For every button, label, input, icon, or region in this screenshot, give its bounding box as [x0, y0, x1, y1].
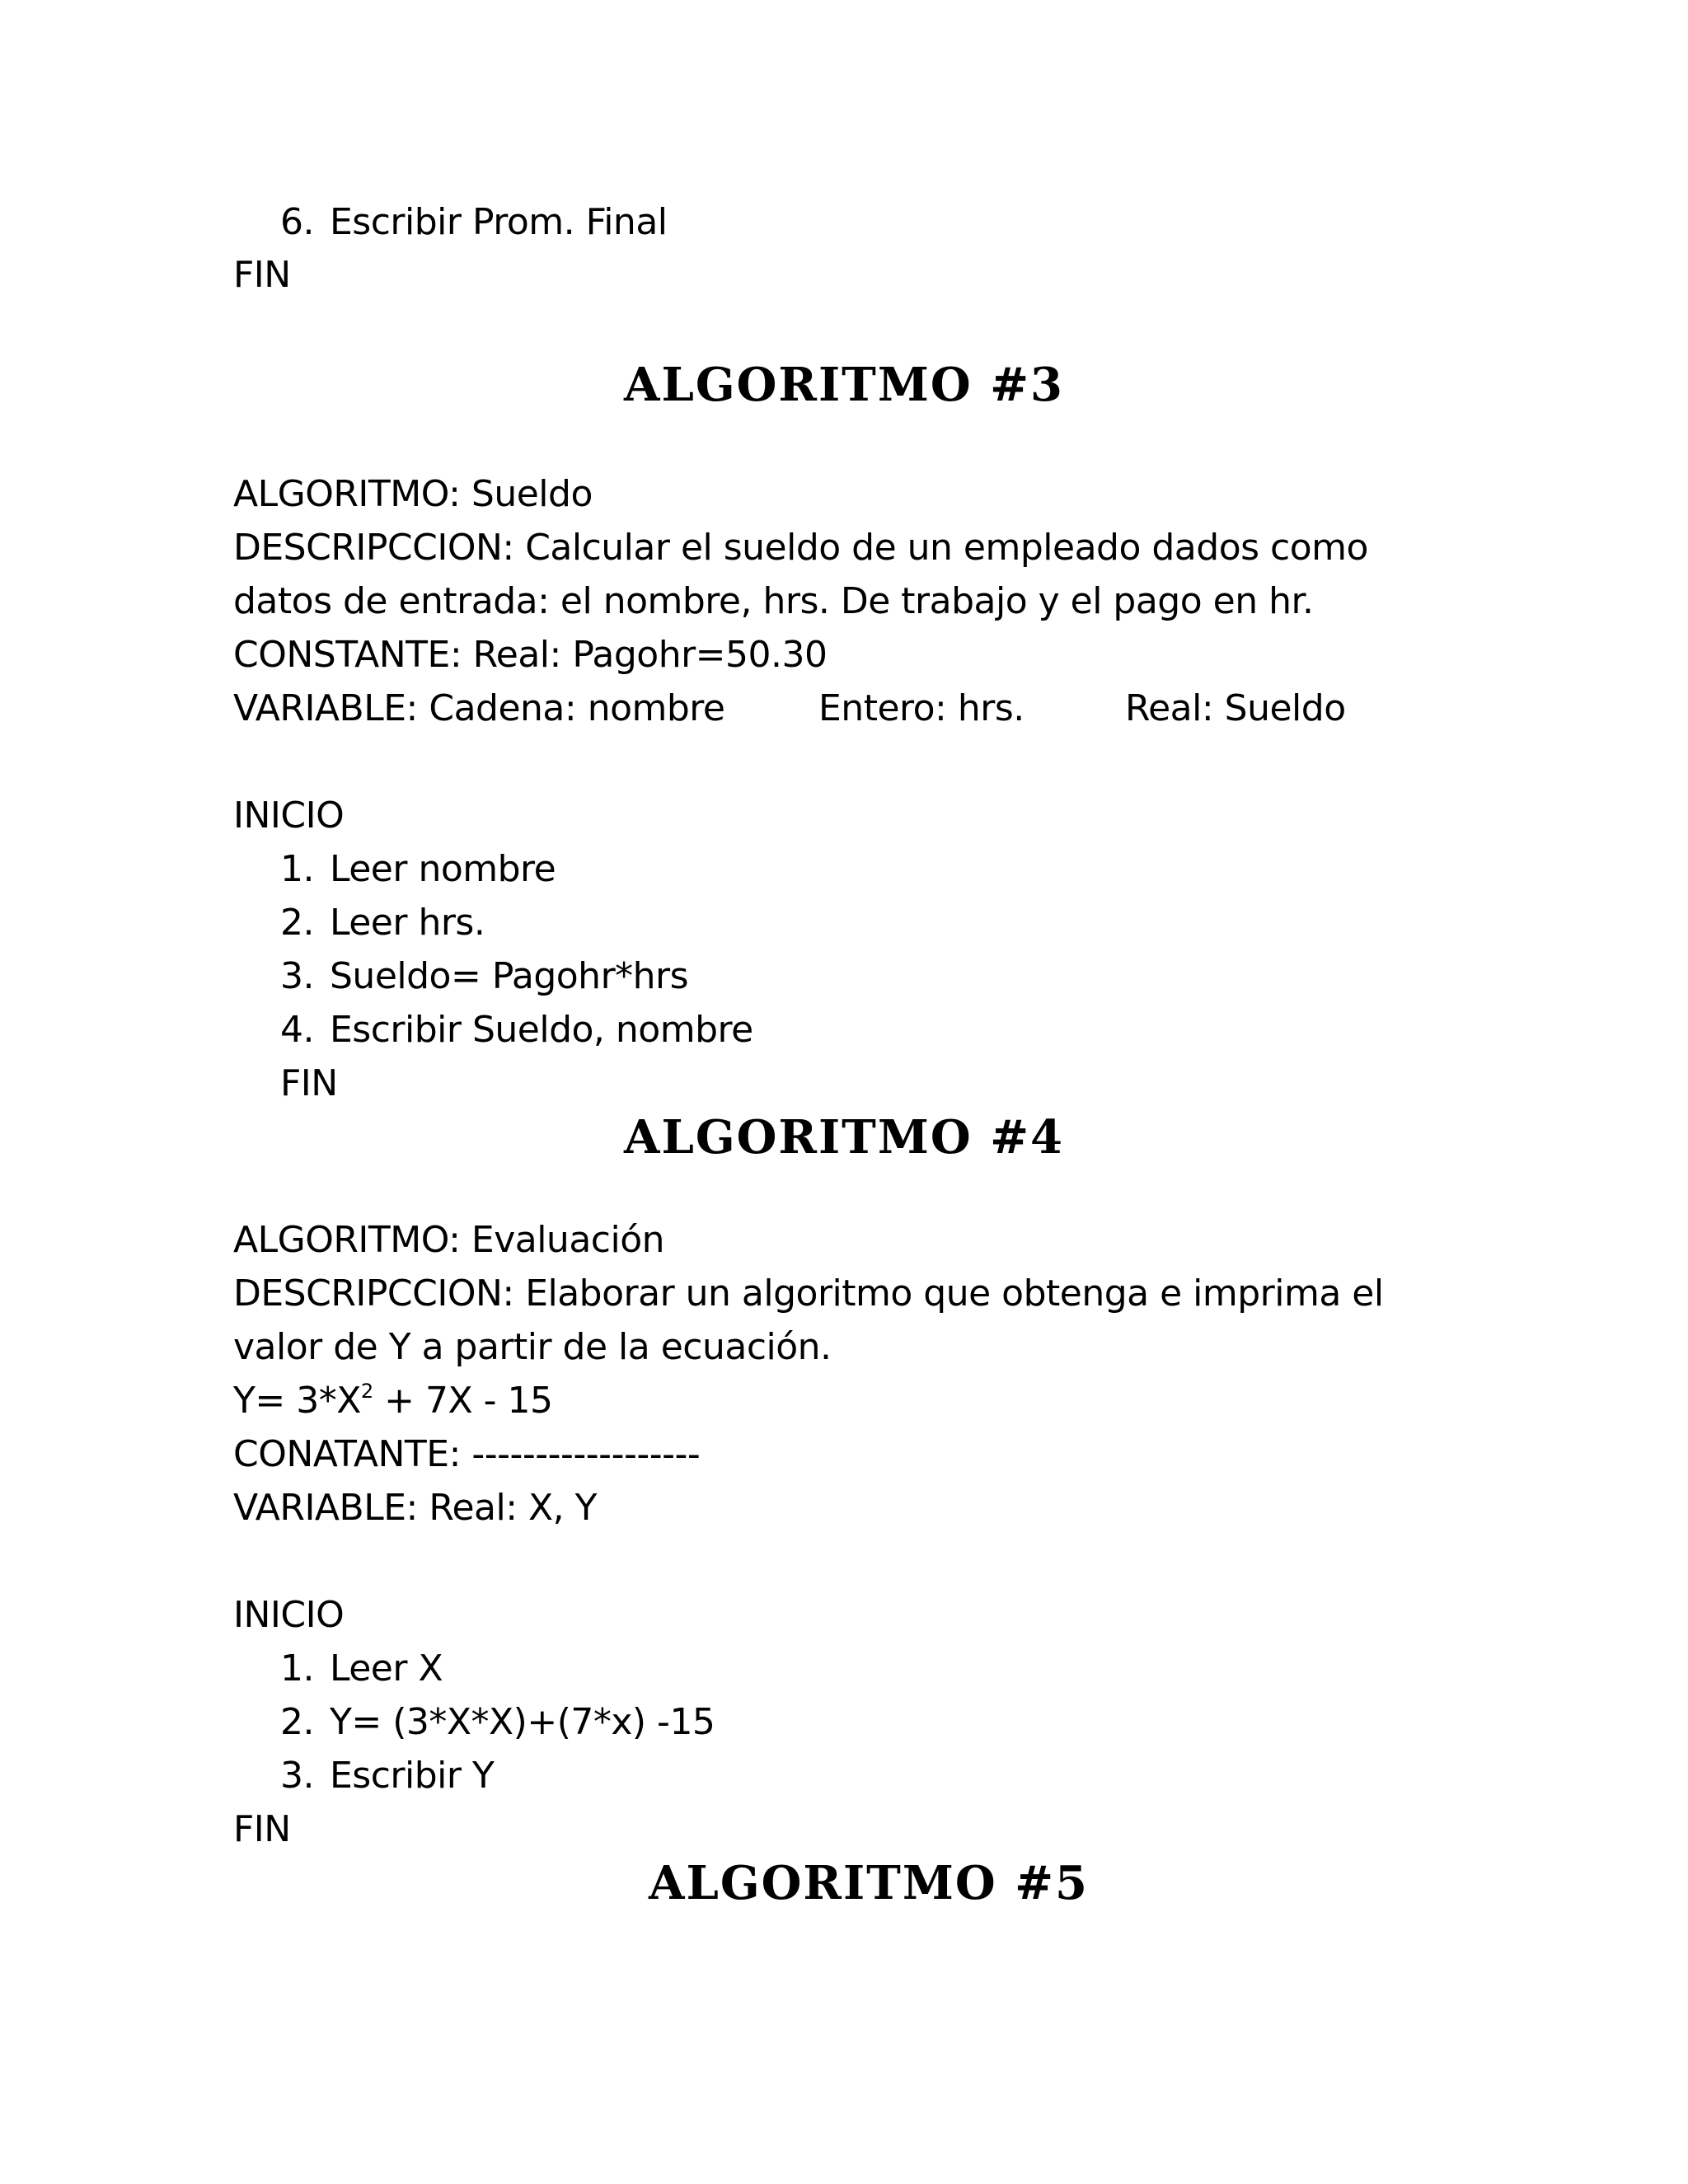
constant-line: CONSTANTE: Real: Pagohr=50.30: [233, 634, 828, 676]
equation-exponent: 2: [360, 1380, 373, 1403]
inicio-label: INICIO: [233, 794, 345, 837]
fin-label: FIN: [233, 1808, 291, 1850]
variable-cadena: VARIABLE: Cadena: nombre: [233, 687, 725, 729]
algoritmo-name: ALGORITMO: Evaluación: [233, 1219, 664, 1261]
equation-base: Y= 3*X: [233, 1380, 361, 1422]
section-heading-5: ALGORITMO #5: [649, 1856, 1089, 1910]
section-heading-4: ALGORITMO #4: [624, 1110, 1064, 1165]
list-item: [280, 1007, 753, 1053]
variable-real: Real: Sueldo: [1125, 687, 1346, 729]
description-line-2: datos de entrada: el nombre, hrs. De trabajo y el pago en hr.: [233, 580, 1314, 622]
equation: [233, 1378, 552, 1424]
step-text: Leer X: [330, 1647, 443, 1690]
algoritmo-name: ALGORITMO: Sueldo: [233, 473, 593, 515]
step-number: 1.: [280, 848, 314, 890]
step-number: 3.: [280, 1755, 314, 1797]
step-text: Leer nombre: [330, 848, 556, 890]
step-number: 2.: [280, 1701, 314, 1743]
step-number: 6.: [280, 201, 314, 243]
step-number: 2.: [280, 902, 314, 944]
description-line-2: valor de Y a partir de la ecuación.: [233, 1326, 832, 1368]
list-item: [280, 1699, 715, 1746]
list-item: [280, 1753, 494, 1799]
fin-label: FIN: [280, 1062, 338, 1104]
step-text: Leer hrs.: [330, 902, 485, 944]
list-item: [280, 846, 556, 893]
step-number: 1.: [280, 1647, 314, 1690]
inicio-label: INICIO: [233, 1594, 345, 1636]
step-text: Escribir Sueldo, nombre: [330, 1009, 753, 1051]
step-number: 3.: [280, 955, 314, 997]
fin-label: FIN: [233, 254, 291, 296]
equation-rest: + 7X - 15: [373, 1380, 553, 1422]
step-text: Escribir Y: [330, 1755, 495, 1797]
constant-line: CONATANTE: ------------------: [233, 1433, 701, 1475]
list-item: [280, 900, 485, 946]
step-text: Sueldo= Pagohr*hrs: [330, 955, 689, 997]
description-line-1: DESCRIPCCION: Elaborar un algoritmo que obtenga e imprima el: [233, 1272, 1384, 1315]
list-item: [280, 199, 668, 246]
variable-line: [233, 686, 1387, 732]
list-item: [280, 954, 688, 1000]
description-line-1: DESCRIPCCION: Calcular el sueldo de un empleado dados como: [233, 527, 1368, 569]
step-text: Escribir Prom. Final: [330, 201, 668, 243]
list-item: [280, 1646, 443, 1692]
step-number: 4.: [280, 1009, 314, 1051]
variable-entero: Entero: hrs.: [818, 687, 1025, 729]
section-heading-3: ALGORITMO #3: [624, 358, 1064, 412]
step-text: Y= (3*X*X)+(7*x) -15: [330, 1701, 715, 1743]
variable-line: VARIABLE: Real: X, Y: [233, 1487, 597, 1529]
